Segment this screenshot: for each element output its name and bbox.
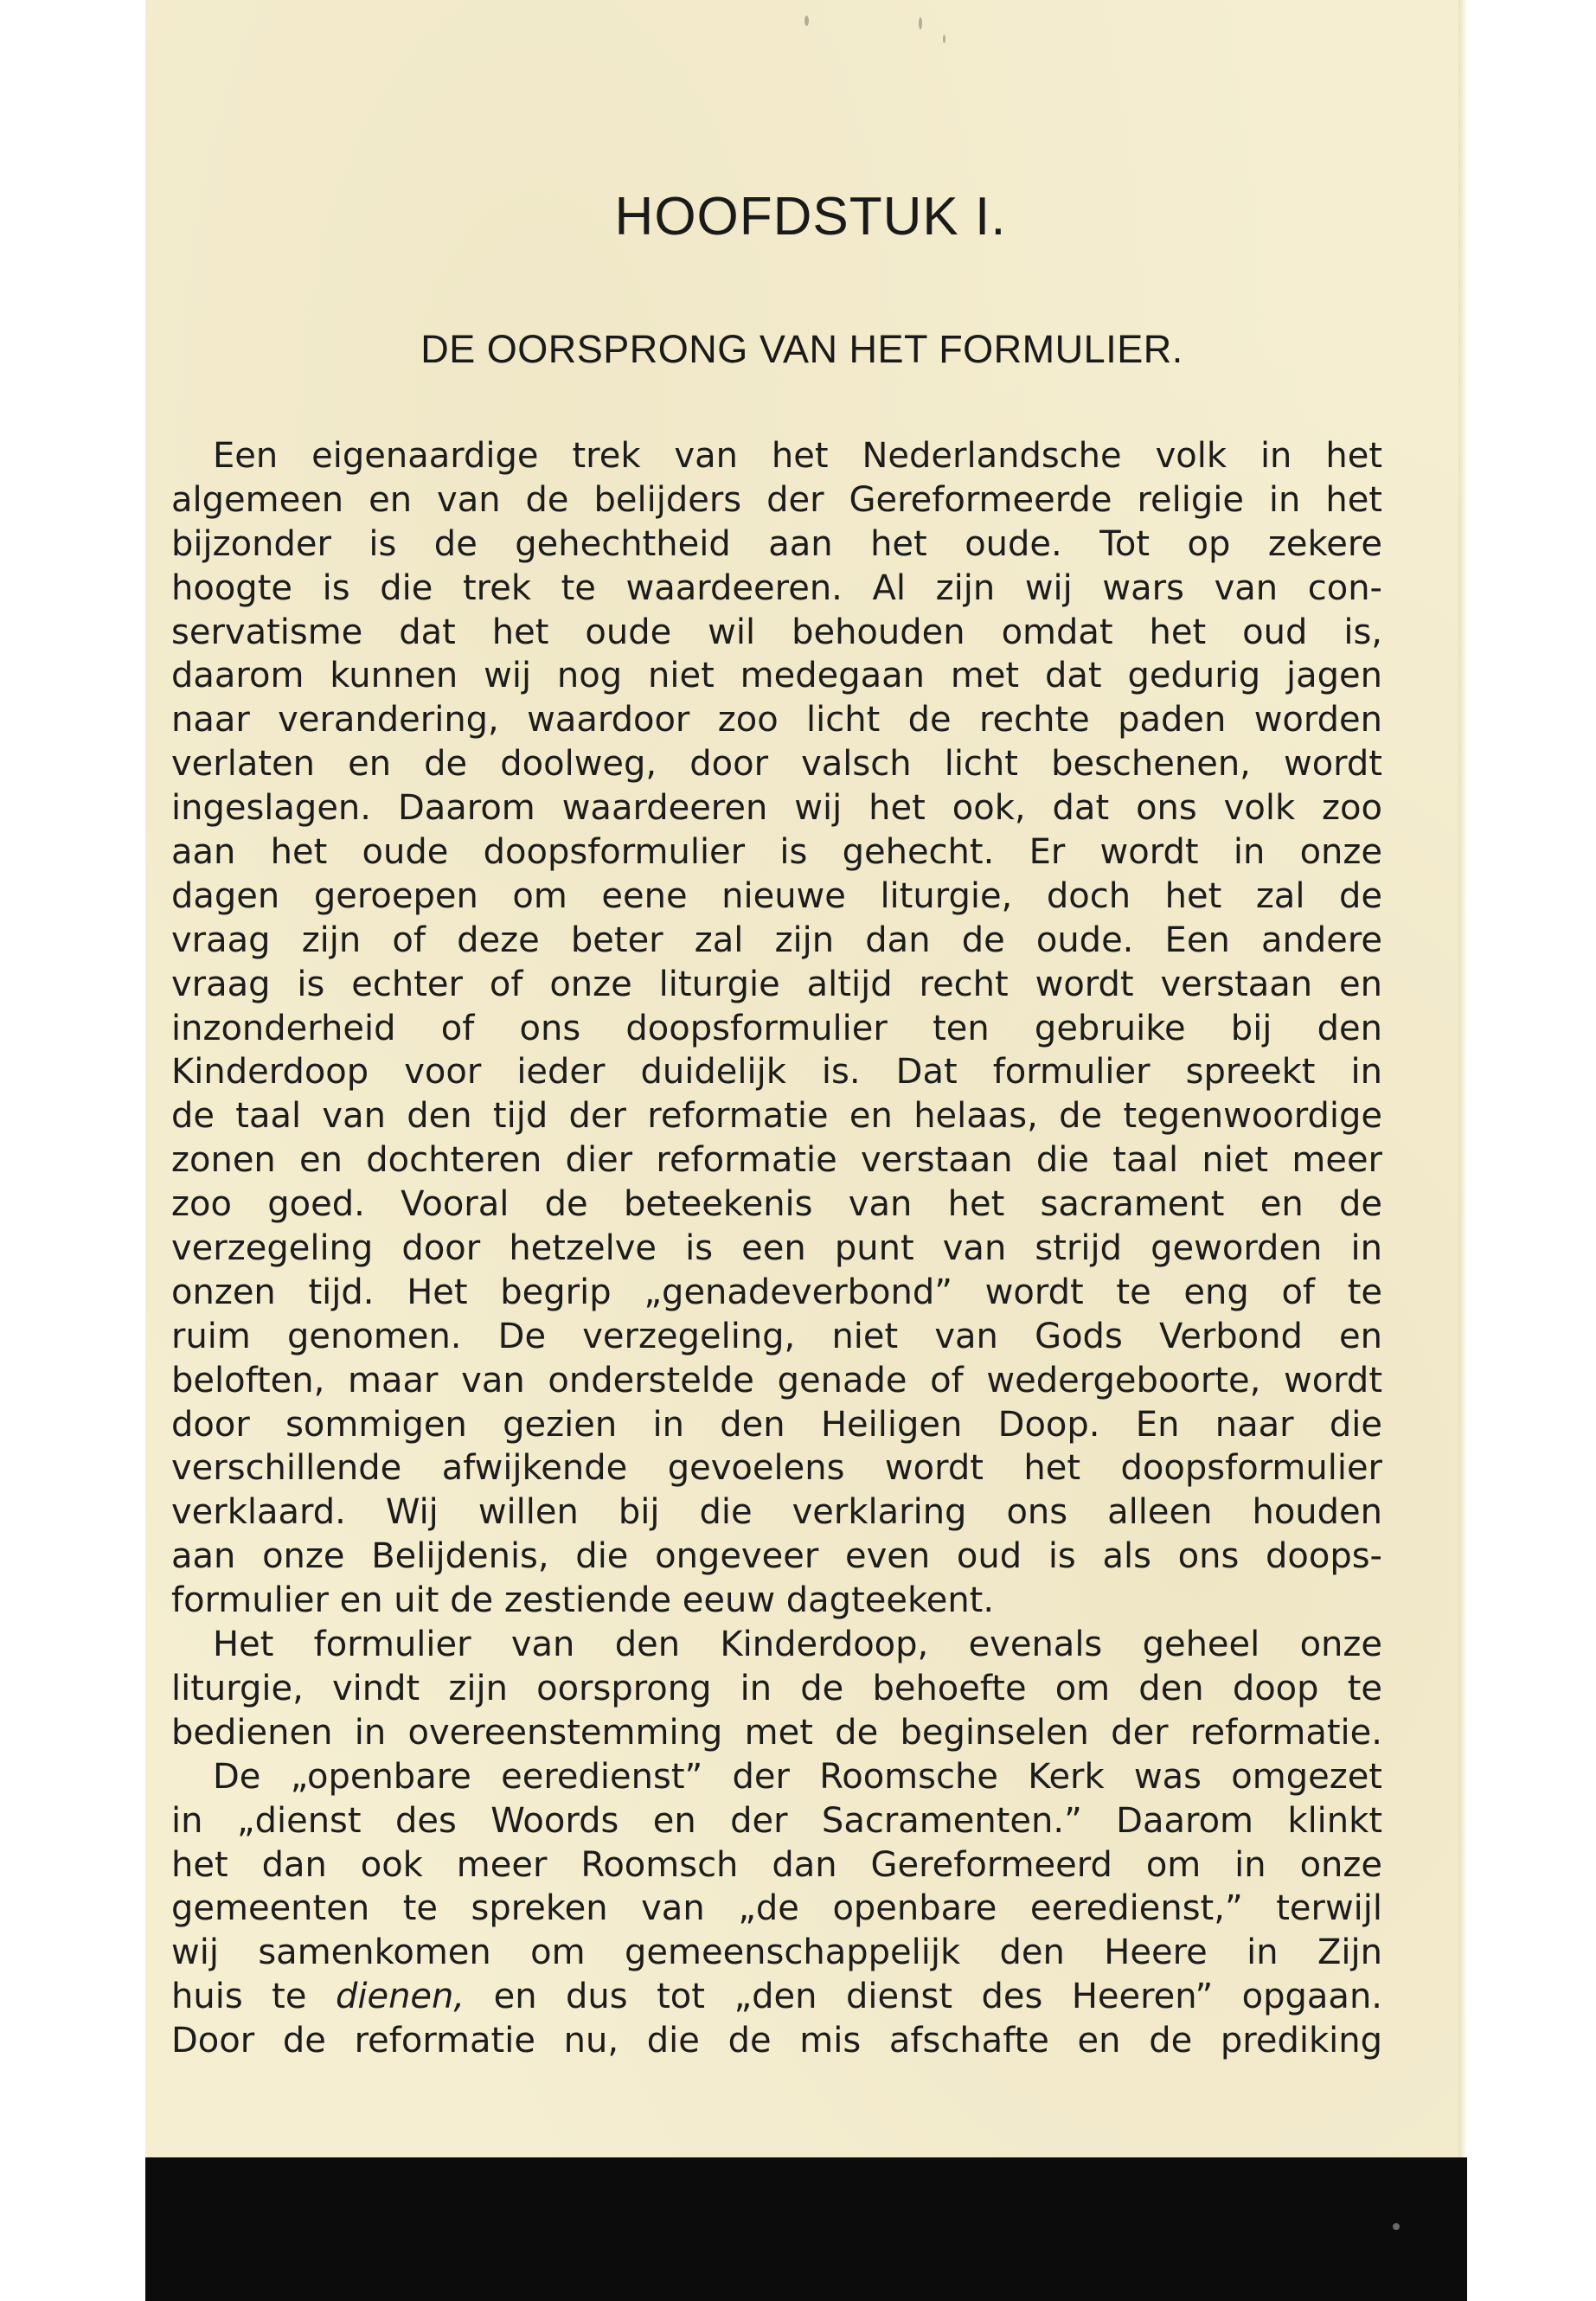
text-line: algemeen en van de belijders der Gereformeerde religie in het	[171, 479, 1382, 520]
text-line: bijzonder is de gehechtheid aan het oude. Tot op zekere	[171, 523, 1382, 564]
text-segment: huis te	[171, 1977, 307, 2017]
text-line: het dan ook meer Roomsch dan Gereformeerd om in onze	[171, 1844, 1382, 1885]
text-line: aan onze Belijdenis, die ongeveer even oud is als ons doops-	[171, 1536, 1382, 1577]
text-line: aan het oude doopsformulier is gehecht. Er wordt in onze	[171, 832, 1382, 873]
emphasized-word: dienen,	[335, 1977, 465, 2017]
chapter-title: DE OORSPRONG VAN HET FORMULIER.	[420, 327, 1183, 371]
text-segment: en dus tot „den dienst des Heeren” opgaan.	[493, 1977, 1383, 2017]
text-line	[171, 1975, 1382, 2019]
text-line: ruim genomen. De verzegeling, niet van Gods Verbond en	[171, 1316, 1382, 1356]
scan-speck	[1393, 2223, 1400, 2230]
text-line: Door de reformatie nu, die de mis afschafte en de prediking	[171, 2021, 1382, 2061]
text-line: ingeslagen. Daarom waardeeren wij het ook, dat ons volk zoo	[171, 788, 1382, 829]
text-line: inzonderheid of ons doopsformulier ten gebruike bij den	[171, 1008, 1382, 1048]
text-line: verzegeling door hetzelve is een punt van strijd geworden in	[171, 1228, 1382, 1269]
text-line: vraag zijn of deze beter zal zijn dan de oude. Een andere	[171, 920, 1382, 960]
text-line: vraag is echter of onze liturgie altijd recht wordt verstaan en	[171, 964, 1382, 1004]
text-line: in „dienst des Woords en der Sacramenten.” Daarom klinkt	[171, 1800, 1382, 1841]
text-line: wij samenkomen om gemeenschappelijk den Heere in Zijn	[171, 1932, 1382, 1973]
text-line: Een eigenaardige trek van het Nederlandsche volk in het	[213, 436, 1382, 476]
text-line: formulier en uit de zestiende eeuw dagteekent.	[171, 1580, 995, 1621]
text-line: gemeenten te spreken van „de openbare eeredienst,” terwijl	[171, 1888, 1382, 1929]
text-line: door sommigen gezien in den Heiligen Doop. En naar die	[171, 1404, 1382, 1445]
text-line: De „openbare eeredienst” der Roomsche Kerk was omgezet	[213, 1756, 1382, 1797]
text-line: beloften, maar van onderstelde genade of wedergeboorte, wordt	[171, 1360, 1382, 1400]
text-line: naar verandering, waardoor zoo licht de rechte paden worden	[171, 700, 1382, 740]
print-speck	[804, 16, 809, 26]
text-line: onzen tijd. Het begrip „genadeverbond” wordt te eng of te	[171, 1272, 1382, 1312]
text-line: Het formulier van den Kinderdoop, evenals geheel onze	[213, 1625, 1382, 1665]
text-line: daarom kunnen wij nog niet medegaan met dat gedurig jagen	[171, 656, 1382, 696]
text-line: verklaard. Wij willen bij die verklaring ons alleen houden	[171, 1492, 1382, 1533]
print-speck	[919, 17, 922, 29]
page-edge	[1458, 0, 1467, 2180]
text-line: liturgie, vindt zijn oorsprong in de behoefte om den doop te	[171, 1668, 1382, 1708]
print-speck	[943, 35, 945, 43]
body-text	[171, 434, 1382, 2063]
text-line: bedienen in overeenstemming met de beginselen der reformatie.	[171, 1712, 1382, 1753]
chapter-heading: HOOFDSTUK I.	[614, 187, 1007, 247]
text-line: Kinderdoop voor ieder duidelijk is. Dat formulier spreekt in	[171, 1052, 1382, 1093]
text-line: verlaten en de doolweg, door valsch licht beschenen, wordt	[171, 744, 1382, 785]
text-line: zoo goed. Vooral de beteekenis van het sacrament en de	[171, 1184, 1382, 1225]
text-line: verschillende afwijkende gevoelens wordt het doopsformulier	[171, 1448, 1382, 1489]
scan-border	[145, 2157, 1467, 2301]
text-line: dagen geroepen om eene nieuwe liturgie, doch het zal de	[171, 875, 1382, 916]
text-line: servatisme dat het oude wil behouden omdat het oud is,	[171, 612, 1382, 652]
text-line: de taal van den tijd der reformatie en helaas, de tegenwoordige	[171, 1096, 1382, 1137]
text-line: hoogte is die trek te waardeeren. Al zijn wij wars van con-	[171, 567, 1382, 608]
text-line: zonen en dochteren dier reformatie verstaan die taal niet meer	[171, 1140, 1382, 1181]
